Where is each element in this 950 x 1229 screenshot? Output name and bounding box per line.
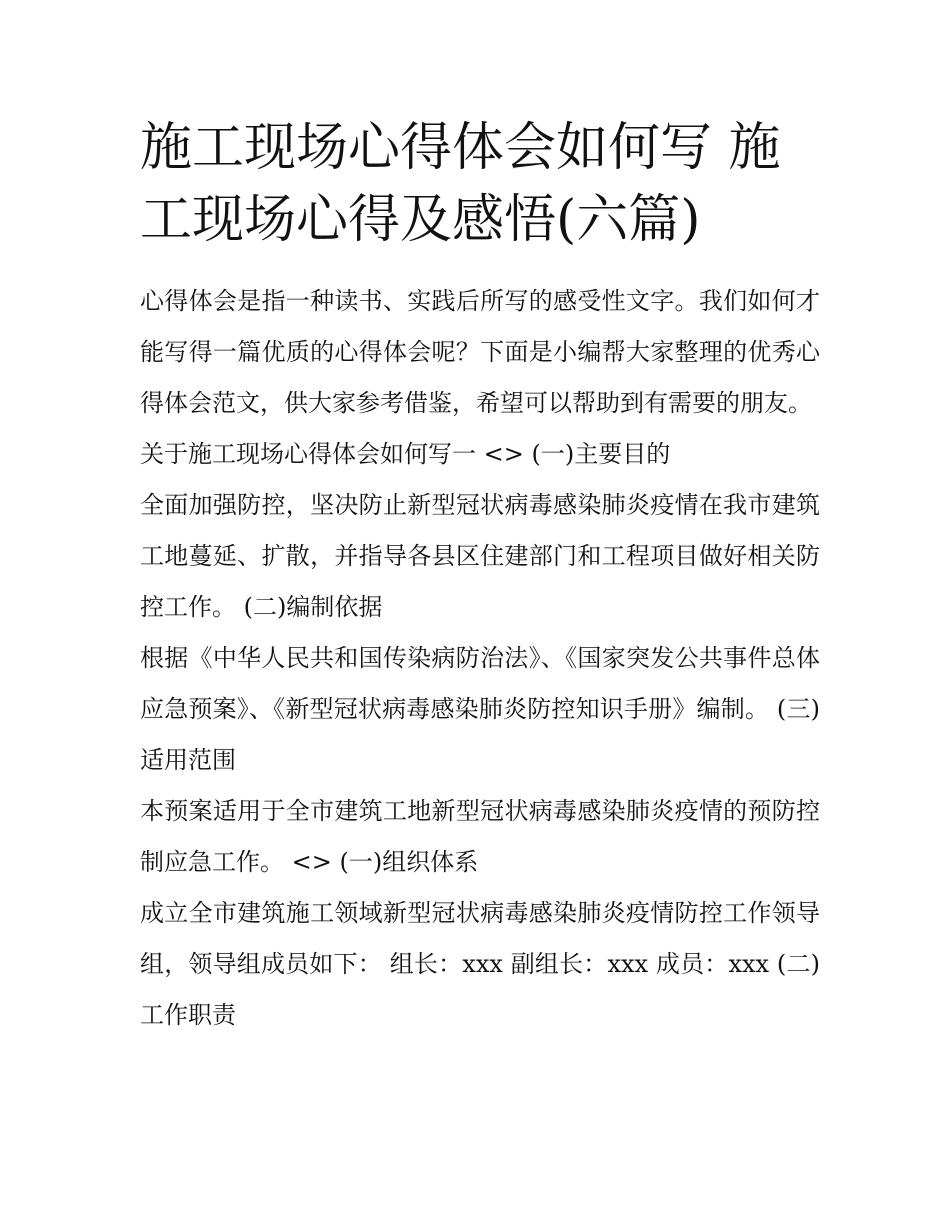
document-body: [140, 276, 820, 1041]
paragraph-basis: 根据《中华人民共和国传染病防治法》、《国家突发公共事件总体应急预案》、《新型冠状病毒感染肺炎防控知识手册》编制。 (三)适用范围: [140, 644, 820, 774]
paragraph-organization: 成立全市建筑施工领域新型冠状病毒感染肺炎疫情防控工作领导组，领导组成员如下： 组长：xxx 副组长：xxx 成员：xxx (二)工作职责: [140, 899, 820, 1029]
paragraph-intro: 心得体会是指一种读书、实践后所写的感受性文字。我们如何才能写得一篇优质的心得体会呢？下面是小编帮大家整理的优秀心得体会范文，供大家参考借鉴，希望可以帮助到有需要的朋友。: [140, 287, 820, 417]
paragraph-heading-purpose: 关于施工现场心得体会如何写一 <> (一)主要目的: [140, 440, 671, 468]
paragraph-purpose: 全面加强防控，坚决防止新型冠状病毒感染肺炎疫情在我市建筑工地蔓延、扩散，并指导各县区住建部门和工程项目做好相关防控工作。 (二)编制依据: [140, 491, 820, 621]
document-title: 施工现场心得体会如何写 施工现场心得及感悟(六篇): [140, 118, 781, 250]
paragraph-scope: 本预案适用于全市建筑工地新型冠状病毒感染肺炎疫情的预防控制应急工作。 <> (一)组织体系: [140, 797, 820, 876]
